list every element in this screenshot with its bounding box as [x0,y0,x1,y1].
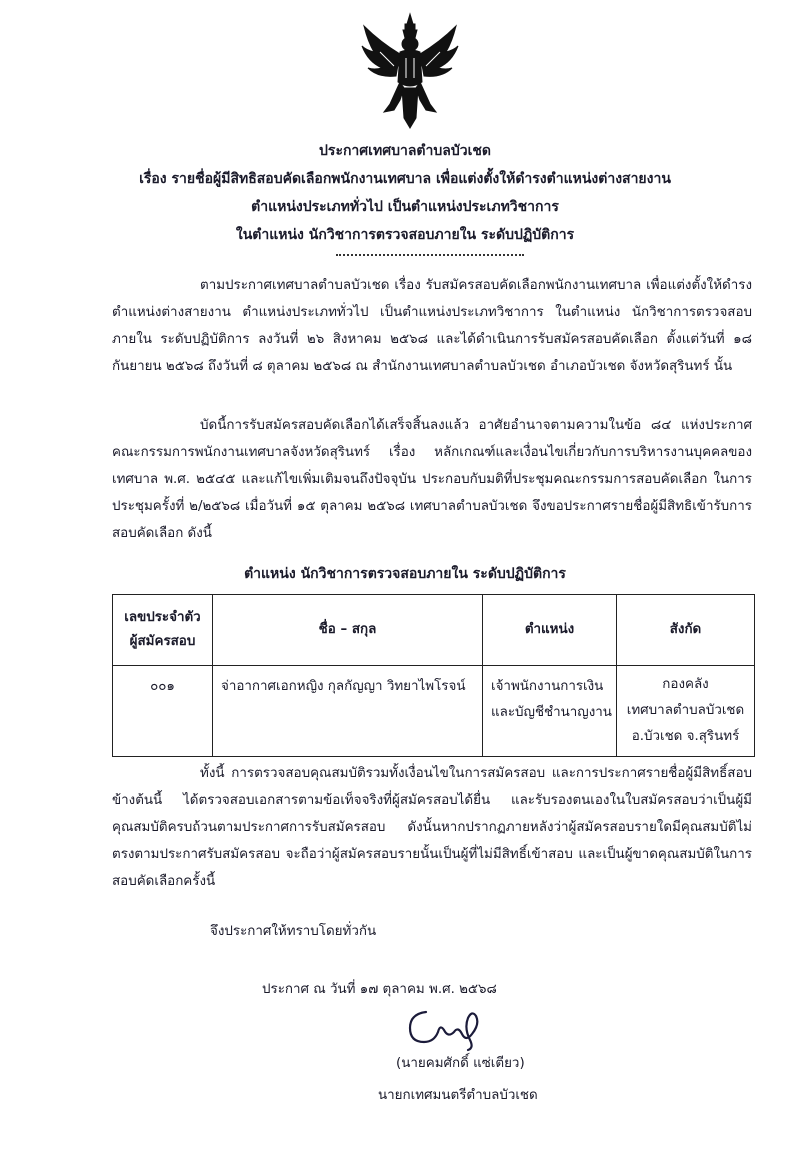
header-position: ตำแหน่ง [483,595,617,666]
candidate-table [112,594,755,757]
cell-full-name: จ่าอากาศเอกหญิง กุลกัญญา วิทยาไพโรจน์ [213,666,483,757]
header-candidate-id-line1: เลขประจำตัว [124,610,201,625]
header-department: สังกัด [617,595,755,666]
cell-department-line2: เทศบาลตำบลบัวเชด [626,703,745,718]
table-header-row [113,595,755,666]
table-row [113,666,755,757]
cell-position-line2: และบัญชีชำนาญงาน [491,705,612,720]
signer-name: (นายคมศักดิ์ แซ่เตียว) [396,1056,525,1071]
header-full-name: ชื่อ – สกุล [213,595,483,666]
cell-department-line1: กองคลัง [662,677,709,692]
paragraph-background: ตามประกาศเทศบาลตำบลบัวเชด เรื่อง รับสมัครสอบคัดเลือกพนักงานเทศบาล เพื่อแต่งตั้งให้ดำรงตำแหน่งต่างสายงาน ตำแหน่งประเภททั่วไป เป็นตำแหน่งประเภทวิชาการ ในตำแหน่ง นักวิชาการตรวจสอบภายใน ระดับปฏิบัติการ ลงวันที่ ๒๖ สิงหาคม ๒๕๖๘ และได้ดำเนินการรับสมัครสอบคัดเลือก ตั้งแต่วันที่ ๑๘ กันยายน ๒๕๖๘ ถึงวันที่ ๘ ตุลาคม ๒๕๖๘ ณ สำนักงานเทศบาลตำบลบัวเชด อำเภอบัวเชด จังหวัดสุรินทร์ นั้น [112,278,752,374]
signature-icon [396,1004,496,1052]
cell-position-line1: เจ้าพนักงานการเงิน [491,679,604,694]
paragraph-announcement: บัดนี้การรับสมัครสอบคัดเลือกได้เสร็จสิ้นลงแล้ว อาศัยอำนาจตามความในข้อ ๘๔ แห่งประกาศคณะกรรมการพนักงานเทศบาลจังหวัดสุรินทร์ เรื่อง หลักเกณฑ์และเงื่อนไขเกี่ยวกับการบริหารงานบุคคลของเทศบาล พ.ศ. ๒๕๔๕ และแก้ไขเพิ่มเติมจนถึงปัจจุบัน ประกอบกับมติที่ประชุมคณะกรรมการสอบคัดเลือก ในการประชุมครั้งที่ ๒/๒๕๖๘ เมื่อวันที่ ๑๕ ตุลาคม ๒๕๖๘ เทศบาลตำบลบัวเชด จึงขอประกาศรายชื่อผู้มีสิทธิเข้ารับการสอบคัดเลือก ดังนี้ [112,418,752,541]
announce-text: จึงประกาศให้ทราบโดยทั่วกัน [210,924,377,939]
announcement-date: ประกาศ ณ วันที่ ๑๗ ตุลาคม พ.ศ. ๒๕๖๘ [262,982,497,997]
cell-position [483,666,617,757]
cell-department-line3: อ.บัวเชด จ.สุรินทร์ [631,729,740,744]
paragraph-qualification-note: ทั้งนี้ การตรวจสอบคุณสมบัติรวมทั้งเงื่อนไขในการสมัครสอบ และการประกาศรายชื่อผู้มีสิทธิ์สอบข้างต้นนี้ ได้ตรวจสอบเอกสารตามข้อเท็จจริงที่ผู้สมัครสอบได้ยื่น และรับรองตนเองในใบสมัครสอบว่าเป็นผู้มีคุณสมบัติครบถ้วนตามประกาศการรับสมัครสอบ ดังนั้นหากปรากฏภายหลังว่าผู้สมัครสอบรายใดมีคุณสมบัติไม่ตรงตามประกาศรับสมัครสอบ จะถือว่าผู้สมัครสอบรายนั้นเป็นผู้ที่ไม่มีสิทธิ์เข้าสอบ และเป็นผู้ขาดคุณสมบัติในการสอบคัดเลือกครั้งนี้ [112,766,752,889]
signer-title: นายกเทศมนตรีตำบลบัวเชด [378,1088,538,1103]
position-title: ตำแหน่ง นักวิชาการตรวจสอบภายใน ระดับปฏิบัติการ [244,566,566,582]
cell-candidate-id: ๐๐๑ [113,666,213,757]
header-candidate-id [113,595,213,666]
header-candidate-id-line2: ผู้สมัครสอบ [129,634,196,649]
announcement-subject-line2: ตำแหน่งประเภททั่วไป เป็นตำแหน่งประเภทวิชาการ [251,199,559,215]
heading-dotted-divider [336,254,524,256]
announcement-org-title: ประกาศเทศบาลตำบลบัวเชด [319,143,491,159]
cell-department [617,666,755,757]
garuda-emblem-icon [360,12,460,130]
announcement-subject-line3: ในตำแหน่ง นักวิชาการตรวจสอบภายใน ระดับปฏิบัติการ [235,227,575,243]
announcement-subject: เรื่อง รายชื่อผู้มีสิทธิสอบคัดเลือกพนักงานเทศบาล เพื่อแต่งตั้งให้ดำรงตำแหน่งต่างสายงาน [139,171,671,187]
